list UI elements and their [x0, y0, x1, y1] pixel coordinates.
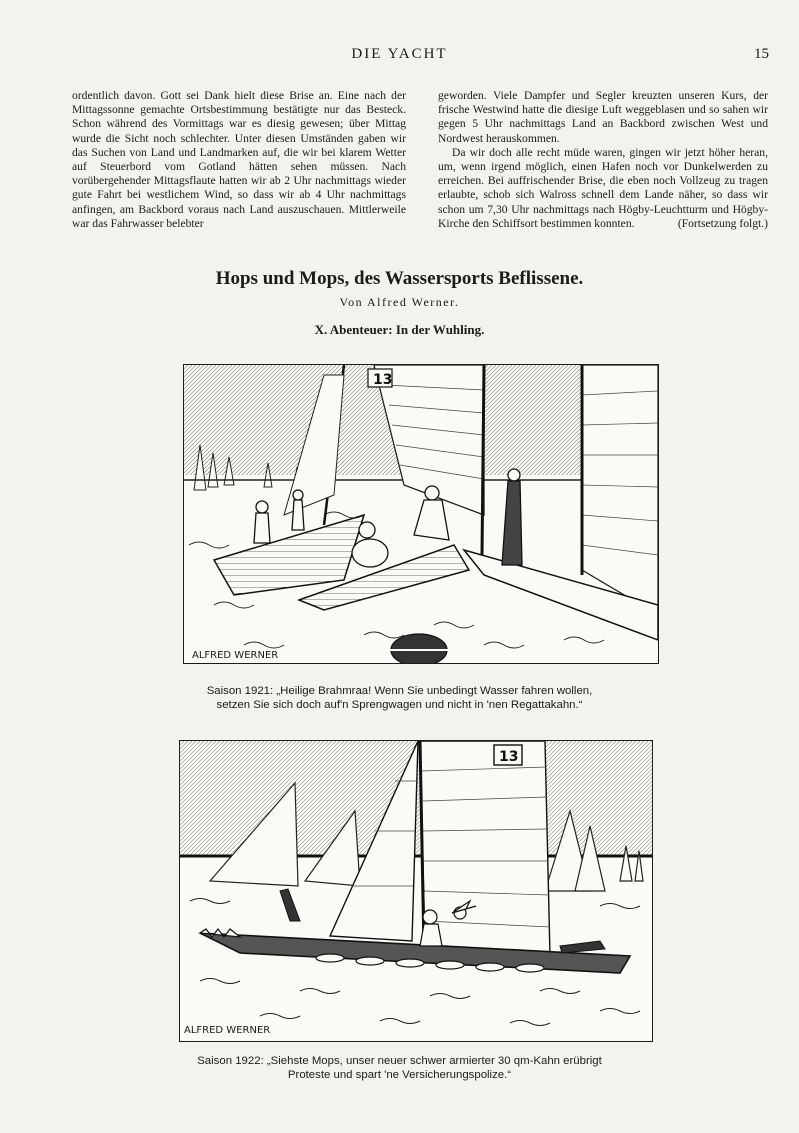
caption-1921: [0, 684, 799, 712]
cartoon-1922: [179, 740, 653, 1042]
caption-1922-line-1: Saison 1922: „Siehste Mops, unser neuer schwer armierter 30 qm-Kahn erübrigt: [197, 1055, 602, 1067]
cartoon-1921-signature: ALFRED WERNER: [192, 650, 279, 661]
continued-note: (Fortsetzung folgt.): [677, 216, 768, 230]
sail-number-1: 13: [373, 372, 393, 388]
mast-center: [482, 365, 484, 555]
page-number: 15: [754, 46, 769, 62]
right-column-paragraph-2: [438, 146, 768, 231]
buoy-1: [391, 634, 447, 663]
cartoon-1922-signature: ALFRED WERNER: [184, 1025, 271, 1036]
article-byline: Von Alfred Werner.: [339, 295, 460, 309]
right-column: [438, 89, 768, 231]
right-column-paragraph-2-text: Da wir doch alle recht müde waren, gingen wir jetzt höher heran, um, wenn irgend möglich, einen Hafen noch vor Dunkelwerden zu erreichen. Bei auffrischender Brise, die eben noch Vollzeug zu tragen erlaubte, schob sich Walross schnell dem Lande näher, so dass wir schon um 7,30 Uhr nachmittags nach Högby-Leuchtturm und Högby-Kirche den Schiffsort bestimmen konnten.: [438, 145, 768, 230]
running-head: DIE YACHT: [351, 46, 448, 62]
episode-heading: X. Abenteuer: In der Wuhling.: [314, 322, 485, 337]
left-column: [72, 89, 406, 231]
caption-1921-line-1: Saison 1921: „Heilige Brahmraa! Wenn Sie unbedingt Wasser fahren wollen,: [206, 685, 593, 697]
article-title: Hops und Mops, des Wassersports Beflissene.: [215, 268, 584, 289]
cartoon-1921-drawing: [184, 365, 658, 663]
sail-number-2: 13: [499, 749, 519, 765]
caption-1922-line-2: Proteste und spart 'ne Versicherungspolize.“: [287, 1069, 512, 1081]
right-mainsail: [582, 365, 658, 615]
right-column-paragraph-1: geworden. Viele Dampfer und Segler kreuzten unseren Kurs, der frische Westwind hatte die diesige Luft weggeblasen und so sahen wir gegen 5 Uhr nachmittags Land an Backbord zwischen West und Nordwest herauskommen.: [438, 89, 768, 145]
caption-1921-line-2: setzen Sie sich doch auf'n Sprengwagen und nicht in 'nen Regattakahn.“: [216, 699, 583, 711]
caption-1922: [0, 1054, 799, 1082]
cartoon-1922-drawing: [180, 741, 652, 1041]
cartoon-1921: [183, 364, 659, 664]
left-column-paragraph: ordentlich davon. Gott sei Dank hielt diese Brise an. Eine nach der Mittagssonne gemachte Ortsbestimmung bestätigte nur das Besteck. Schon während des Vormittags war es diesig gewesen; über Mittag wurde die Sicht noch schlechter. Unter diesen Umständen gaben wir das Suchen von Land und Landmarken auf, die wir bei klarem Wetter auf Steuerbord vom Gotland hätten sehen müssen. Nach vorübergehender Mittagsflaute hatten wir ab 2 Uhr nachmittags wieder gute Fahrt bei westlichem Wind, so dass wir ab 4 Uhr nachmittags anfingen, am Backbord voraus nach Land auszuschauen. Mittlerweile war das Fahrwasser belebter: [72, 89, 406, 230]
